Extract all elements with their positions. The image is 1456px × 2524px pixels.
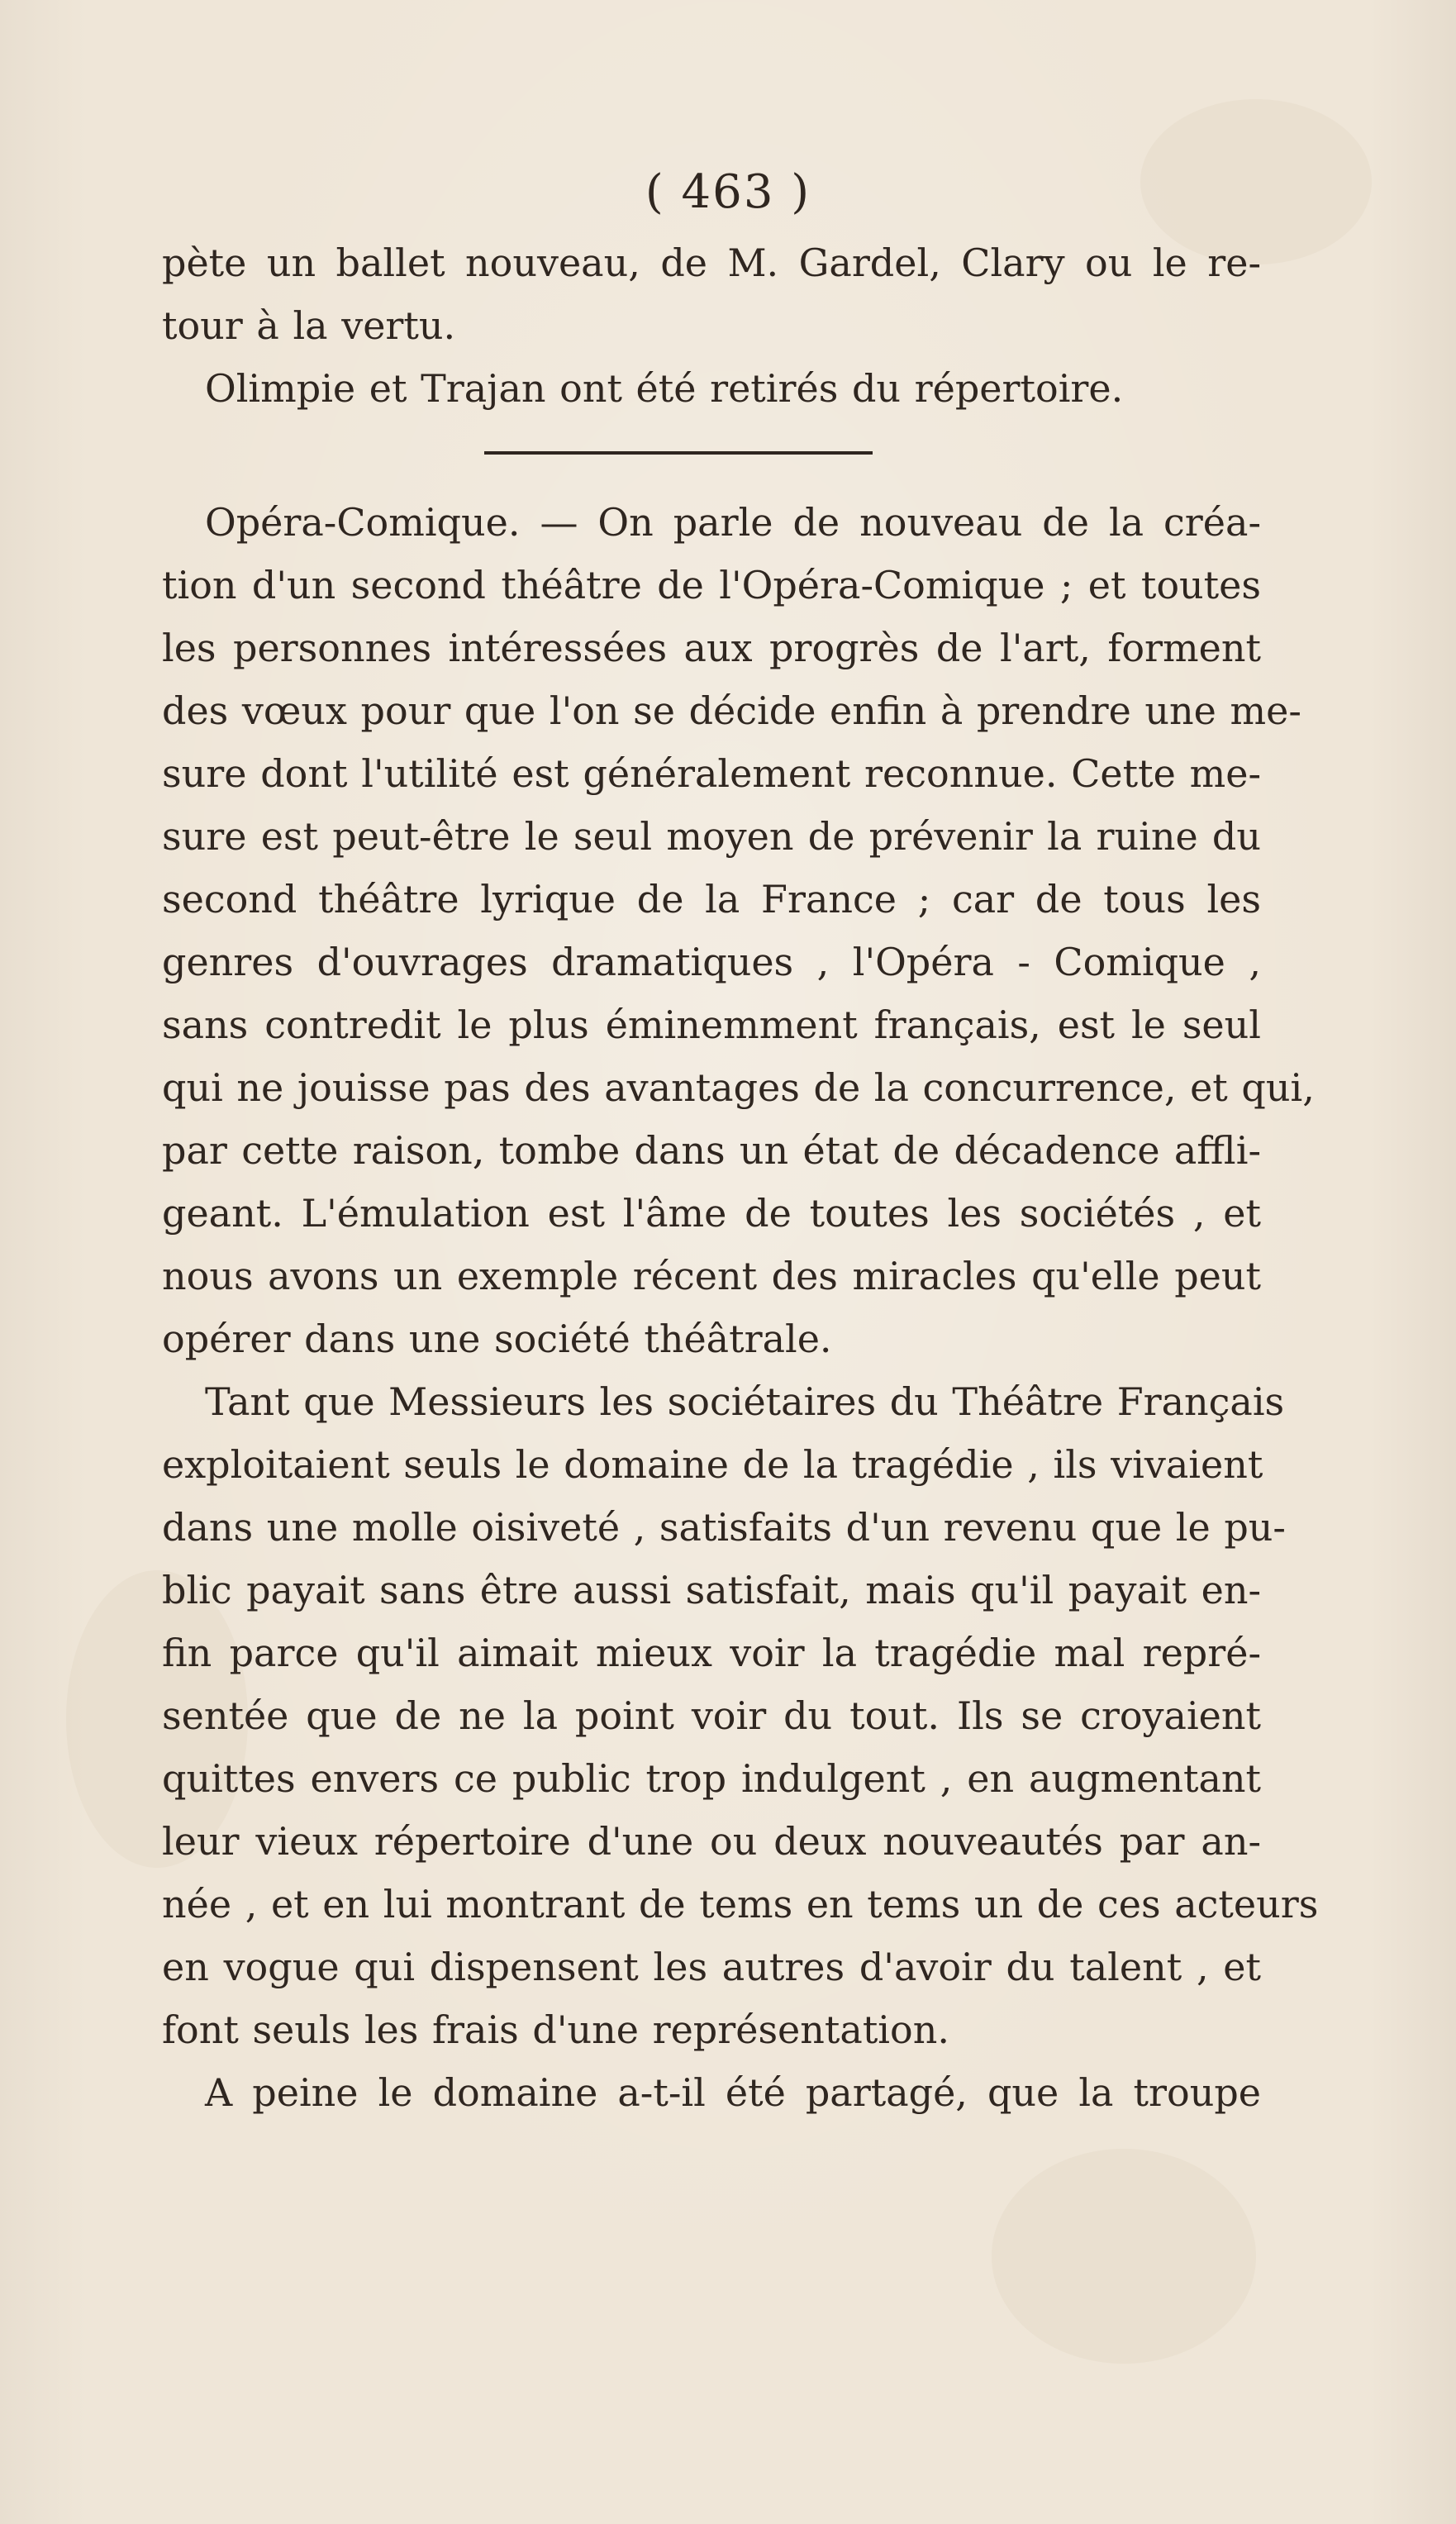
text-line: Opéra-Comique. — On parle de nouveau de la créa-: [205, 500, 1261, 545]
text-line: geant. L'émulation est l'âme de toutes les sociétés , et: [162, 1191, 1261, 1236]
paper-stain: [992, 2149, 1256, 2364]
text-line: des vœux pour que l'on se décide enfin à prendre une me-: [162, 688, 1301, 733]
text-line: née , et en lui montrant de tems en tems un de ces acteurs: [162, 1882, 1319, 1926]
text-line: sure dont l'utilité est généralement reconnue. Cette me-: [162, 751, 1261, 796]
text-line: fin parce qu'il aimait mieux voir la tragédie mal repré-: [162, 1631, 1261, 1675]
text-line: Tant que Messieurs les sociétaires du Théâtre Français: [205, 1379, 1285, 1424]
text-line: quittes envers ce public trop indulgent , en augmentant: [162, 1756, 1261, 1801]
text-line: nous avons un exemple récent des miracles qu'elle peut: [162, 1254, 1261, 1298]
body-text: [162, 231, 1319, 2124]
text-line: dans une molle oisiveté , satisfaits d'un revenu que le pu-: [162, 1505, 1286, 1550]
text-line: exploitaient seuls le domaine de la tragédie , ils vivaient: [162, 1442, 1263, 1487]
text-line: font seuls les frais d'une représentation.: [162, 2007, 949, 2052]
text-line: blic payait sans être aussi satisfait, mais qu'il payait en-: [162, 1568, 1261, 1612]
text-line: sure est peut-être le seul moyen de prévenir la ruine du: [162, 814, 1261, 859]
text-line: sans contredit le plus éminemment français, est le seul: [162, 1002, 1261, 1047]
section-divider-block: [162, 420, 1261, 491]
text-line: Olimpie et Trajan ont été retirés du répertoire.: [205, 366, 1124, 411]
text-line: opérer dans une société théâtrale.: [162, 1317, 832, 1361]
text-line: genres d'ouvrages dramatiques , l'Opéra - Comique ,: [162, 940, 1261, 984]
text-line: par cette raison, tombe dans un état de décadence affli-: [162, 1128, 1261, 1173]
page-number: ( 463 ): [645, 165, 811, 219]
text-line: pète un ballet nouveau, de M. Gardel, Clary ou le re-: [162, 240, 1261, 285]
text-line: en vogue qui dispensent les autres d'avoir du talent , et: [162, 1945, 1261, 1989]
text-line: second théâtre lyrique de la France ; car de tous les: [162, 877, 1261, 921]
text-line: A peine le domaine a-t-il été partagé, que la troupe: [205, 2070, 1261, 2115]
text-line: qui ne jouisse pas des avantages de la concurrence, et qui,: [162, 1065, 1315, 1110]
section-divider: [484, 451, 873, 455]
text-line: leur vieux répertoire d'une ou deux nouveautés par an-: [162, 1819, 1261, 1864]
text-line: tion d'un second théâtre de l'Opéra-Comique ; et toutes: [162, 563, 1261, 607]
text-line: tour à la vertu.: [162, 303, 456, 348]
text-line: sentée que de ne la point voir du tout. Ils se croyaient: [162, 1693, 1261, 1738]
text-line: les personnes intéressées aux progrès de l'art, forment: [162, 626, 1261, 670]
